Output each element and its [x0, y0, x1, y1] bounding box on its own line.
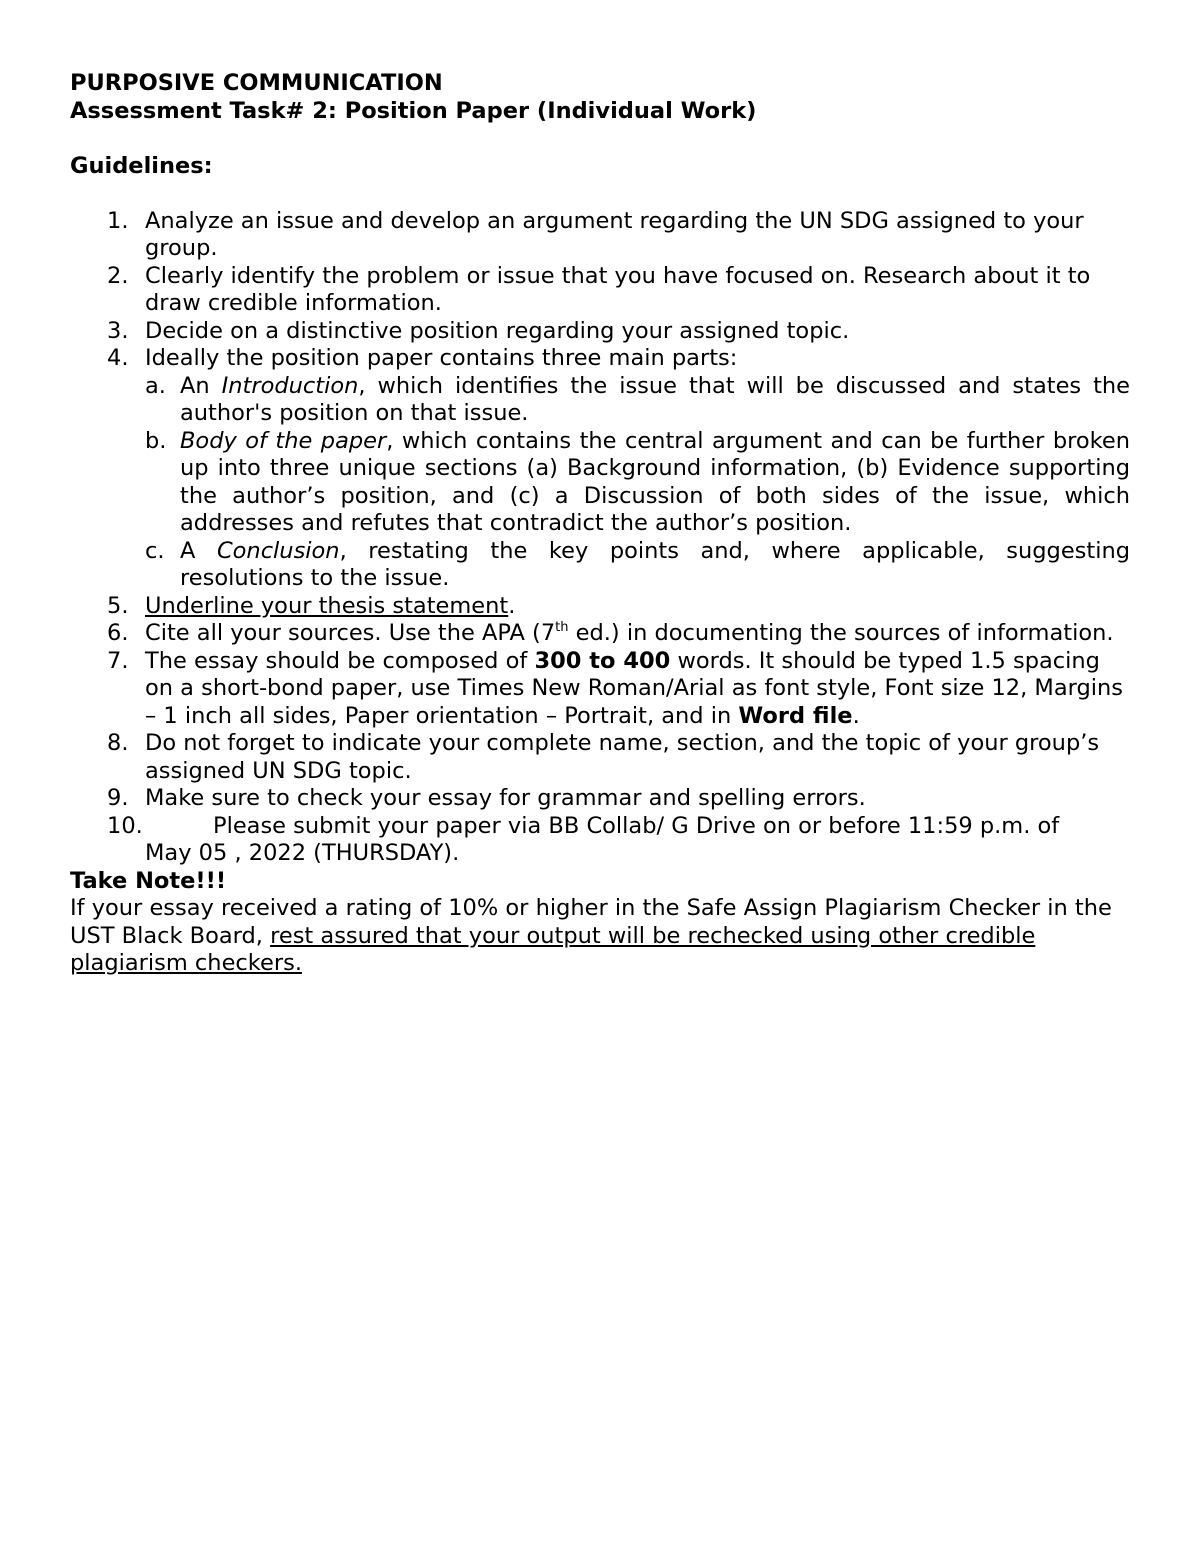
guideline-item-9: [70, 785, 1130, 813]
guideline-item-4: [70, 345, 1130, 373]
item-number: 9.: [107, 785, 129, 811]
item-text: Analyze an issue and develop an argument regarding the UN SDG assigned to your group.: [145, 207, 1084, 261]
subitem-prefix: An: [180, 372, 222, 399]
guideline-item-2: [70, 263, 1130, 318]
blank-line: [70, 180, 1130, 208]
item-tail: .: [508, 592, 516, 619]
item-text: Decide on a distinctive position regarding your assigned topic.: [145, 317, 850, 344]
blank-line: [70, 125, 1130, 153]
subitem-text: , restating the key points and, where applicable, suggesting resolutions to the issue.: [180, 537, 1131, 591]
subitem-introduction: [70, 373, 1130, 428]
item-number: 6.: [107, 620, 129, 646]
item-text-mid: words. It should be typed 1.5 spacing on a short-bond paper, use Times New Roman/Arial as font style, Font size 12, Margins – 1 inch all sides, Paper orientation – Portrait, and in: [145, 647, 1123, 729]
item-number: 3.: [107, 317, 129, 344]
item-text: Do not forget to indicate your complete name, section, and the topic of your group’s assigned UN SDG topic.: [145, 730, 1100, 784]
subitem-term: Conclusion: [216, 537, 340, 564]
item-number: 4.: [107, 345, 129, 371]
assessment-title: Assessment Task# 2: Position Paper (Individual Work): [70, 97, 757, 124]
subitem-term: Body of the paper: [180, 427, 387, 454]
item-text: Ideally the position paper contains three main parts:: [145, 345, 738, 371]
note-warning: rest assured that your output will be rechecked using other credible plagiarism checkers.: [70, 922, 1036, 976]
file-format: Word file: [738, 702, 853, 729]
item-number: 1.: [107, 207, 129, 234]
course-title: PURPOSIVE COMMUNICATION: [70, 70, 443, 96]
subitem-prefix: A: [180, 537, 217, 564]
guideline-item-5: [70, 593, 1130, 621]
item-text: Please submit your paper via BB Collab/ G Drive on or before 11:59 p.m. of: [213, 812, 1060, 839]
item-number: 8.: [107, 730, 129, 756]
superscript-th: th: [555, 620, 569, 635]
item-number: 5.: [107, 592, 129, 619]
item-number: 10.: [107, 812, 143, 839]
take-note-heading: Take Note!!!: [70, 867, 227, 894]
item-text-post: ed.) in documenting the sources of information.: [568, 620, 1114, 646]
subitem-letter: b.: [145, 427, 167, 454]
guideline-item-7: [70, 648, 1130, 731]
item-text: The essay should be composed of: [145, 647, 535, 674]
subitem-body: [70, 428, 1130, 538]
item-number: 2.: [107, 262, 129, 289]
word-count: 300 to 400: [534, 647, 671, 674]
item-text: Cite all your sources. Use the APA (7: [145, 620, 556, 646]
take-note-paragraph: [70, 895, 1130, 978]
document-page: [70, 70, 1130, 978]
subitem-letter: c.: [145, 537, 165, 564]
thesis-instruction: Underline your thesis statement: [145, 592, 509, 619]
subitem-term: Introduction: [221, 372, 359, 399]
subitem-letter: a.: [145, 372, 166, 399]
guidelines-heading: Guidelines:: [70, 152, 213, 179]
item-number: 7.: [107, 647, 129, 674]
item-tail: .: [852, 702, 860, 729]
guideline-item-3: [70, 318, 1130, 346]
item-text: Make sure to check your essay for grammar and spelling errors.: [145, 785, 866, 811]
subitem-text: , which identifies the issue that will be discussed and states the author's position on that issue.: [180, 372, 1130, 426]
guideline-item-8: [70, 730, 1130, 785]
guideline-item-10: [70, 813, 1130, 868]
item-text: Clearly identify the problem or issue that you have focused on. Research about it to draw credible information.: [145, 262, 1091, 316]
guideline-item-1: [70, 208, 1130, 263]
guideline-item-6: [70, 620, 1130, 648]
subitem-text: , which contains the central argument and can be further broken up into three unique sections (a) Background information, (b) Evidence supporting the author’s position, and (c) a Discussion of both sides of the issue, which addresses and refutes that contradict the author’s position.: [180, 427, 1130, 536]
deadline-date: May 05 , 2022 (THURSDAY).: [145, 840, 460, 866]
subitem-conclusion: [70, 538, 1130, 593]
note-text: If your essay received a rating of 10% or higher in the Safe Assign Plagiarism Checker in the UST Black Board,: [70, 895, 1112, 949]
